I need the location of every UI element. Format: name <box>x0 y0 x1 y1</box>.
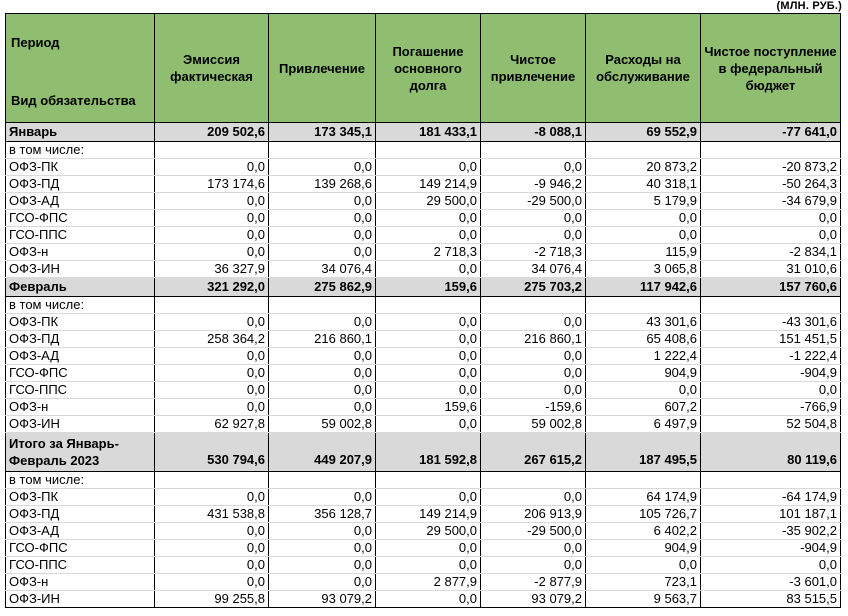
value-cell: 0,0 <box>269 314 376 331</box>
row-label: ОФЗ-ПК <box>6 159 155 176</box>
value-cell: 216 860,1 <box>269 331 376 348</box>
value-cell: 0,0 <box>269 227 376 244</box>
row-label: ОФЗ-АД <box>6 523 155 540</box>
value-cell: 0,0 <box>155 523 269 540</box>
value-cell: 0,0 <box>269 557 376 574</box>
value-cell: 59 002,8 <box>481 416 586 433</box>
value-cell <box>586 142 701 159</box>
value-cell: 105 726,7 <box>586 506 701 523</box>
value-cell: 0,0 <box>269 365 376 382</box>
value-cell: 0,0 <box>481 382 586 399</box>
subheader-row <box>6 142 841 159</box>
value-cell: 206 913,9 <box>481 506 586 523</box>
value-cell: 29 500,0 <box>376 193 481 210</box>
value-cell: 0,0 <box>155 540 269 557</box>
value-cell: -20 873,2 <box>701 159 841 176</box>
value-cell <box>481 297 586 314</box>
value-cell: -1 222,4 <box>701 348 841 365</box>
value-cell: 2 718,3 <box>376 244 481 261</box>
value-cell: 449 207,9 <box>269 433 376 472</box>
row-label: ОФЗ-ПД <box>6 506 155 523</box>
value-cell: 29 500,0 <box>376 523 481 540</box>
month-row <box>6 123 841 142</box>
row-label: ОФЗ-н <box>6 244 155 261</box>
value-cell: 2 877,9 <box>376 574 481 591</box>
value-cell <box>701 297 841 314</box>
value-cell: 3 065,8 <box>586 261 701 278</box>
value-cell <box>481 142 586 159</box>
table-row <box>6 193 841 210</box>
value-cell: -2 834,1 <box>701 244 841 261</box>
table-row <box>6 523 841 540</box>
value-cell: 36 327,9 <box>155 261 269 278</box>
row-label: ОФЗ-ИН <box>6 591 155 608</box>
value-cell: 0,0 <box>155 574 269 591</box>
value-cell: -43 301,6 <box>701 314 841 331</box>
value-cell: 723,1 <box>586 574 701 591</box>
value-cell: -77 641,0 <box>701 123 841 142</box>
value-cell: 159,6 <box>376 278 481 297</box>
table-row <box>6 261 841 278</box>
row-label: ОФЗ-ИН <box>6 416 155 433</box>
value-cell: 151 451,5 <box>701 331 841 348</box>
value-cell: 187 495,5 <box>586 433 701 472</box>
value-cell: -904,9 <box>701 365 841 382</box>
table-row <box>6 244 841 261</box>
value-cell: -64 174,9 <box>701 489 841 506</box>
value-cell: 0,0 <box>376 159 481 176</box>
value-cell: 0,0 <box>376 314 481 331</box>
value-cell: 0,0 <box>155 314 269 331</box>
table-row <box>6 416 841 433</box>
value-cell: -8 088,1 <box>481 123 586 142</box>
value-cell: 62 927,8 <box>155 416 269 433</box>
value-cell: 157 760,6 <box>701 278 841 297</box>
row-label: ГСО-ФПС <box>6 210 155 227</box>
value-cell: 0,0 <box>269 540 376 557</box>
row-label: в том числе: <box>6 142 155 159</box>
value-cell: 0,0 <box>269 489 376 506</box>
table-row <box>6 159 841 176</box>
value-cell: 0,0 <box>481 489 586 506</box>
value-cell: 0,0 <box>269 210 376 227</box>
value-cell: 0,0 <box>376 591 481 608</box>
header-issue: Эмиссия фактическая <box>155 14 269 123</box>
table-row <box>6 176 841 193</box>
table-row <box>6 591 841 608</box>
value-cell <box>269 297 376 314</box>
value-cell: 0,0 <box>376 382 481 399</box>
value-cell: 0,0 <box>376 261 481 278</box>
value-cell: 209 502,6 <box>155 123 269 142</box>
debt-table <box>5 13 841 608</box>
value-cell: -2 718,3 <box>481 244 586 261</box>
value-cell: 0,0 <box>376 210 481 227</box>
value-cell: 0,0 <box>269 193 376 210</box>
value-cell: 6 497,9 <box>586 416 701 433</box>
value-cell: 115,9 <box>586 244 701 261</box>
value-cell: 0,0 <box>586 382 701 399</box>
value-cell: 0,0 <box>269 523 376 540</box>
value-cell: -34 679,9 <box>701 193 841 210</box>
value-cell: 99 255,8 <box>155 591 269 608</box>
value-cell: 275 703,2 <box>481 278 586 297</box>
value-cell: 5 179,9 <box>586 193 701 210</box>
value-cell: 0,0 <box>376 227 481 244</box>
value-cell: 0,0 <box>155 489 269 506</box>
value-cell <box>586 472 701 489</box>
value-cell: 181 592,8 <box>376 433 481 472</box>
value-cell: -29 500,0 <box>481 523 586 540</box>
value-cell: 181 433,1 <box>376 123 481 142</box>
value-cell: 0,0 <box>155 557 269 574</box>
row-label: ОФЗ-н <box>6 399 155 416</box>
table-row <box>6 348 841 365</box>
row-label: ОФЗ-ПД <box>6 176 155 193</box>
value-cell: 0,0 <box>586 557 701 574</box>
value-cell: 34 076,4 <box>481 261 586 278</box>
value-cell: 0,0 <box>155 348 269 365</box>
value-cell <box>376 472 481 489</box>
value-cell: 0,0 <box>481 159 586 176</box>
value-cell: 31 010,6 <box>701 261 841 278</box>
value-cell: -904,9 <box>701 540 841 557</box>
value-cell: 0,0 <box>269 399 376 416</box>
header-row <box>6 14 841 123</box>
value-cell: 0,0 <box>376 348 481 365</box>
value-cell: 267 615,2 <box>481 433 586 472</box>
value-cell: 216 860,1 <box>481 331 586 348</box>
value-cell: 0,0 <box>376 416 481 433</box>
header-period-liability <box>6 14 155 123</box>
value-cell: 0,0 <box>269 348 376 365</box>
value-cell: -50 264,3 <box>701 176 841 193</box>
value-cell: 0,0 <box>701 557 841 574</box>
header-liability: Вид обязательства <box>11 93 136 108</box>
header-repayment: Погашение основного долга <box>376 14 481 123</box>
value-cell: -3 601,0 <box>701 574 841 591</box>
value-cell: 0,0 <box>269 382 376 399</box>
table-row <box>6 331 841 348</box>
value-cell: 258 364,2 <box>155 331 269 348</box>
row-label: ОФЗ-ИН <box>6 261 155 278</box>
row-label: ОФЗ-АД <box>6 193 155 210</box>
table-row <box>6 540 841 557</box>
header-net-budget: Чистое поступление в федеральный бюджет <box>701 14 841 123</box>
table-row <box>6 227 841 244</box>
row-label: Итого за Январь-Февраль 2023 <box>6 433 155 472</box>
total-row <box>6 433 841 472</box>
value-cell: 69 552,9 <box>586 123 701 142</box>
value-cell: 356 128,7 <box>269 506 376 523</box>
value-cell: 139 268,6 <box>269 176 376 193</box>
value-cell: 0,0 <box>155 227 269 244</box>
value-cell: 431 538,8 <box>155 506 269 523</box>
value-cell: 0,0 <box>376 365 481 382</box>
value-cell: 101 187,1 <box>701 506 841 523</box>
table-row <box>6 399 841 416</box>
value-cell: 0,0 <box>701 382 841 399</box>
value-cell: 321 292,0 <box>155 278 269 297</box>
row-label: ГСО-ППС <box>6 382 155 399</box>
value-cell: 0,0 <box>155 382 269 399</box>
value-cell <box>155 297 269 314</box>
value-cell: 159,6 <box>376 399 481 416</box>
value-cell <box>269 142 376 159</box>
value-cell: 9 563,7 <box>586 591 701 608</box>
value-cell: 607,2 <box>586 399 701 416</box>
value-cell <box>376 142 481 159</box>
value-cell: -35 902,2 <box>701 523 841 540</box>
value-cell: 83 515,5 <box>701 591 841 608</box>
value-cell: 0,0 <box>155 244 269 261</box>
row-label: ГСО-ППС <box>6 227 155 244</box>
value-cell: 0,0 <box>481 227 586 244</box>
row-label: в том числе: <box>6 297 155 314</box>
value-cell: 52 504,8 <box>701 416 841 433</box>
value-cell: 40 318,1 <box>586 176 701 193</box>
table-row <box>6 489 841 506</box>
value-cell: 0,0 <box>155 399 269 416</box>
value-cell <box>701 142 841 159</box>
row-label: Февраль <box>6 278 155 297</box>
value-cell <box>155 472 269 489</box>
value-cell: -9 946,2 <box>481 176 586 193</box>
row-label: ГСО-ППС <box>6 557 155 574</box>
value-cell <box>481 472 586 489</box>
table-row <box>6 365 841 382</box>
table-body <box>6 123 841 608</box>
value-cell: 904,9 <box>586 365 701 382</box>
value-cell: 0,0 <box>155 210 269 227</box>
row-label: ОФЗ-ПК <box>6 489 155 506</box>
table-row <box>6 314 841 331</box>
value-cell: 1 222,4 <box>586 348 701 365</box>
value-cell: 117 942,6 <box>586 278 701 297</box>
row-label: ГСО-ФПС <box>6 365 155 382</box>
value-cell: 65 408,6 <box>586 331 701 348</box>
value-cell: 0,0 <box>481 540 586 557</box>
value-cell: 20 873,2 <box>586 159 701 176</box>
value-cell: 0,0 <box>481 557 586 574</box>
table-row <box>6 574 841 591</box>
value-cell: 0,0 <box>269 159 376 176</box>
row-label: ГСО-ФПС <box>6 540 155 557</box>
value-cell: -29 500,0 <box>481 193 586 210</box>
row-label: в том числе: <box>6 472 155 489</box>
value-cell: 59 002,8 <box>269 416 376 433</box>
header-borrowing: Привлечение <box>269 14 376 123</box>
value-cell: 0,0 <box>376 557 481 574</box>
value-cell <box>701 472 841 489</box>
value-cell: 904,9 <box>586 540 701 557</box>
value-cell: 43 301,6 <box>586 314 701 331</box>
table-row <box>6 506 841 523</box>
value-cell: 93 079,2 <box>481 591 586 608</box>
value-cell <box>586 297 701 314</box>
value-cell: 93 079,2 <box>269 591 376 608</box>
value-cell: 64 174,9 <box>586 489 701 506</box>
value-cell: 0,0 <box>155 159 269 176</box>
row-label: ОФЗ-ПД <box>6 331 155 348</box>
month-row <box>6 278 841 297</box>
unit-label: (МЛН. РУБ.) <box>776 0 842 12</box>
value-cell: 173 174,6 <box>155 176 269 193</box>
header-period: Период <box>11 35 60 50</box>
row-label: Январь <box>6 123 155 142</box>
value-cell: 0,0 <box>155 365 269 382</box>
header-net-borrowing: Чистое привлечение <box>481 14 586 123</box>
table-row <box>6 382 841 399</box>
value-cell: 0,0 <box>701 210 841 227</box>
value-cell <box>155 142 269 159</box>
subheader-row <box>6 472 841 489</box>
subheader-row <box>6 297 841 314</box>
table-row <box>6 210 841 227</box>
value-cell: 0,0 <box>376 489 481 506</box>
value-cell: 34 076,4 <box>269 261 376 278</box>
row-label: ОФЗ-ПК <box>6 314 155 331</box>
table-row <box>6 557 841 574</box>
value-cell: -766,9 <box>701 399 841 416</box>
value-cell: 275 862,9 <box>269 278 376 297</box>
value-cell: 0,0 <box>481 314 586 331</box>
value-cell <box>269 472 376 489</box>
value-cell: 149 214,9 <box>376 176 481 193</box>
row-label: ОФЗ-АД <box>6 348 155 365</box>
value-cell: 173 345,1 <box>269 123 376 142</box>
value-cell: 0,0 <box>155 193 269 210</box>
value-cell: 0,0 <box>376 540 481 557</box>
value-cell: 0,0 <box>586 210 701 227</box>
value-cell: 0,0 <box>269 574 376 591</box>
value-cell: 80 119,6 <box>701 433 841 472</box>
value-cell: 0,0 <box>269 244 376 261</box>
value-cell: 0,0 <box>481 365 586 382</box>
value-cell: -2 877,9 <box>481 574 586 591</box>
value-cell: 0,0 <box>376 331 481 348</box>
value-cell: 149 214,9 <box>376 506 481 523</box>
value-cell: 0,0 <box>481 210 586 227</box>
value-cell: 0,0 <box>586 227 701 244</box>
row-label: ОФЗ-н <box>6 574 155 591</box>
value-cell: 530 794,6 <box>155 433 269 472</box>
value-cell: -159,6 <box>481 399 586 416</box>
header-servicing: Расходы на обслуживание <box>586 14 701 123</box>
value-cell: 0,0 <box>701 227 841 244</box>
value-cell <box>376 297 481 314</box>
value-cell: 6 402,2 <box>586 523 701 540</box>
value-cell: 0,0 <box>481 348 586 365</box>
